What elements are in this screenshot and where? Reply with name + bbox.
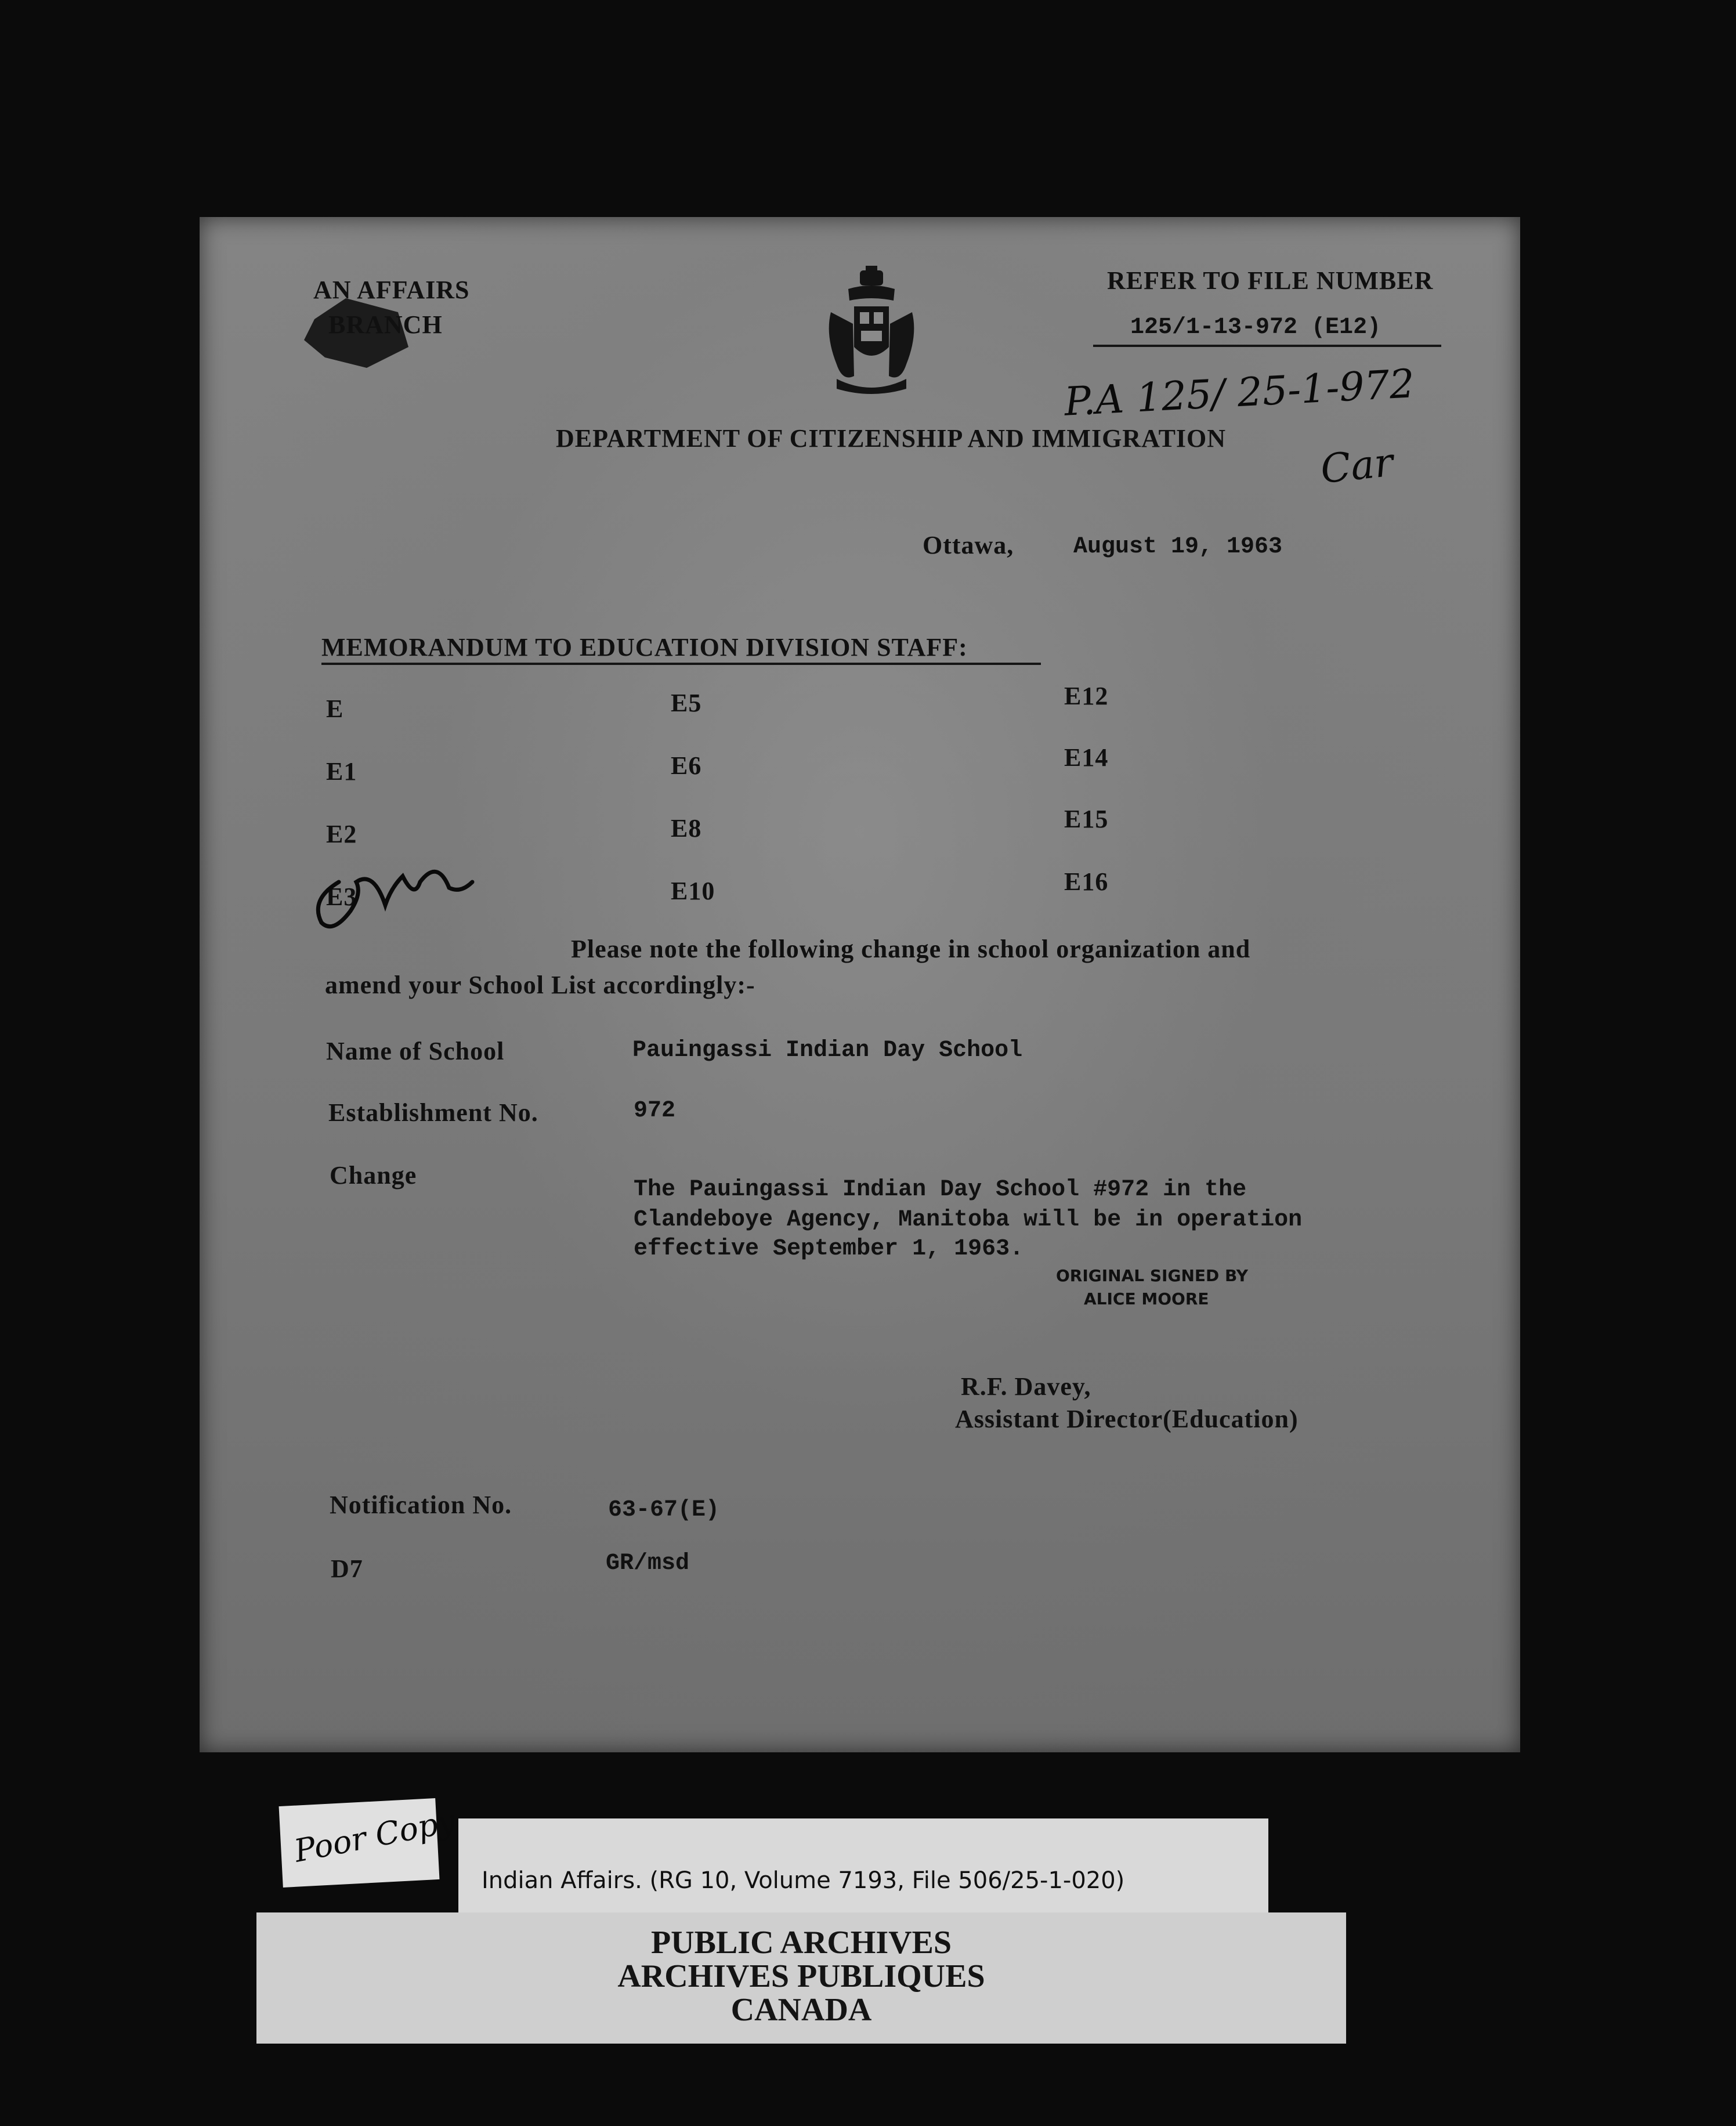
handwritten-initials: Car: [1318, 439, 1395, 493]
archive-stamp-line2: ARCHIVES PUBLIQUES: [617, 1958, 985, 1994]
branch-line1: AN AFFAIRS: [313, 276, 470, 304]
staff-code: E3: [326, 883, 357, 911]
memo-document: [200, 217, 1520, 1752]
branch-line2: BRANCH: [328, 310, 443, 339]
memo-heading: MEMORANDUM TO EDUCATION DIVISION STAFF:: [321, 633, 968, 661]
staff-code: E15: [1064, 805, 1109, 833]
staff-code: E8: [671, 814, 702, 843]
staff-code: E1: [326, 757, 357, 786]
staff-code: E16: [1064, 867, 1109, 896]
archive-stamp-line1: PUBLIC ARCHIVES: [650, 1925, 952, 1961]
school-label: Name of School: [326, 1037, 505, 1065]
change-text-line: Clandeboye Agency, Manitoba will be in operation: [634, 1207, 1303, 1233]
archive-stamp-line3: CANADA: [730, 1992, 872, 2028]
signed-stamp-line2: ALICE MOORE: [1084, 1289, 1209, 1308]
archive-reference: Indian Affairs. (RG 10, Volume 7193, File 506/25-1-020): [482, 1867, 1125, 1894]
coat-of-arms-icon: [819, 266, 924, 399]
file-number: 125/1-13-972 (E12): [1130, 314, 1381, 341]
change-text-line: The Pauingassi Indian Day School #972 in the: [634, 1177, 1247, 1203]
place: Ottawa,: [923, 531, 1014, 559]
department-title: DEPARTMENT OF CITIZENSHIP AND IMMIGRATION: [556, 424, 1227, 453]
change-text-line: effective September 1, 1963.: [634, 1236, 1024, 1262]
staff-code: E12: [1064, 682, 1109, 710]
establishment-label: Establishment No.: [328, 1098, 538, 1127]
staff-code: E5: [671, 689, 702, 717]
archive-reference-label: [458, 1818, 1268, 1921]
establishment-value: 972: [634, 1098, 676, 1124]
signatory-title: Assistant Director(Education): [955, 1405, 1299, 1433]
d7-value: GR/msd: [606, 1550, 690, 1577]
memo-heading-underline: [321, 663, 1041, 665]
notification-value: 63-67(E): [608, 1497, 720, 1523]
intro-line2: amend your School List accordingly:-: [325, 971, 755, 999]
staff-code: E14: [1064, 743, 1109, 772]
memo-date: August 19, 1963: [1073, 534, 1283, 560]
signed-stamp-line1: ORIGINAL SIGNED BY: [1056, 1266, 1249, 1285]
staff-code: E10: [671, 877, 715, 905]
signatory-name: R.F. Davey,: [961, 1372, 1091, 1401]
poor-copy-text: Poor Copy: [291, 1802, 458, 1870]
poor-copy-label: [279, 1798, 458, 1888]
handwritten-file-number: P.A 125/ 25-1-972: [1063, 361, 1416, 425]
file-number-underline: [1093, 345, 1441, 347]
staff-code: E2: [326, 820, 357, 848]
school-value: Pauingassi Indian Day School: [632, 1037, 1023, 1064]
staff-code: E: [326, 695, 344, 723]
public-archives-stamp: [256, 1912, 1346, 2044]
d7-label: D7: [331, 1554, 363, 1583]
notification-label: Notification No.: [330, 1491, 512, 1519]
refer-to-file-label: REFER TO FILE NUMBER: [1107, 266, 1434, 295]
intro-line1: Please note the following change in school organization and: [571, 935, 1251, 963]
handwritten-initials-scribble: [304, 847, 478, 940]
change-label: Change: [330, 1161, 417, 1189]
staff-code: E6: [671, 751, 702, 780]
